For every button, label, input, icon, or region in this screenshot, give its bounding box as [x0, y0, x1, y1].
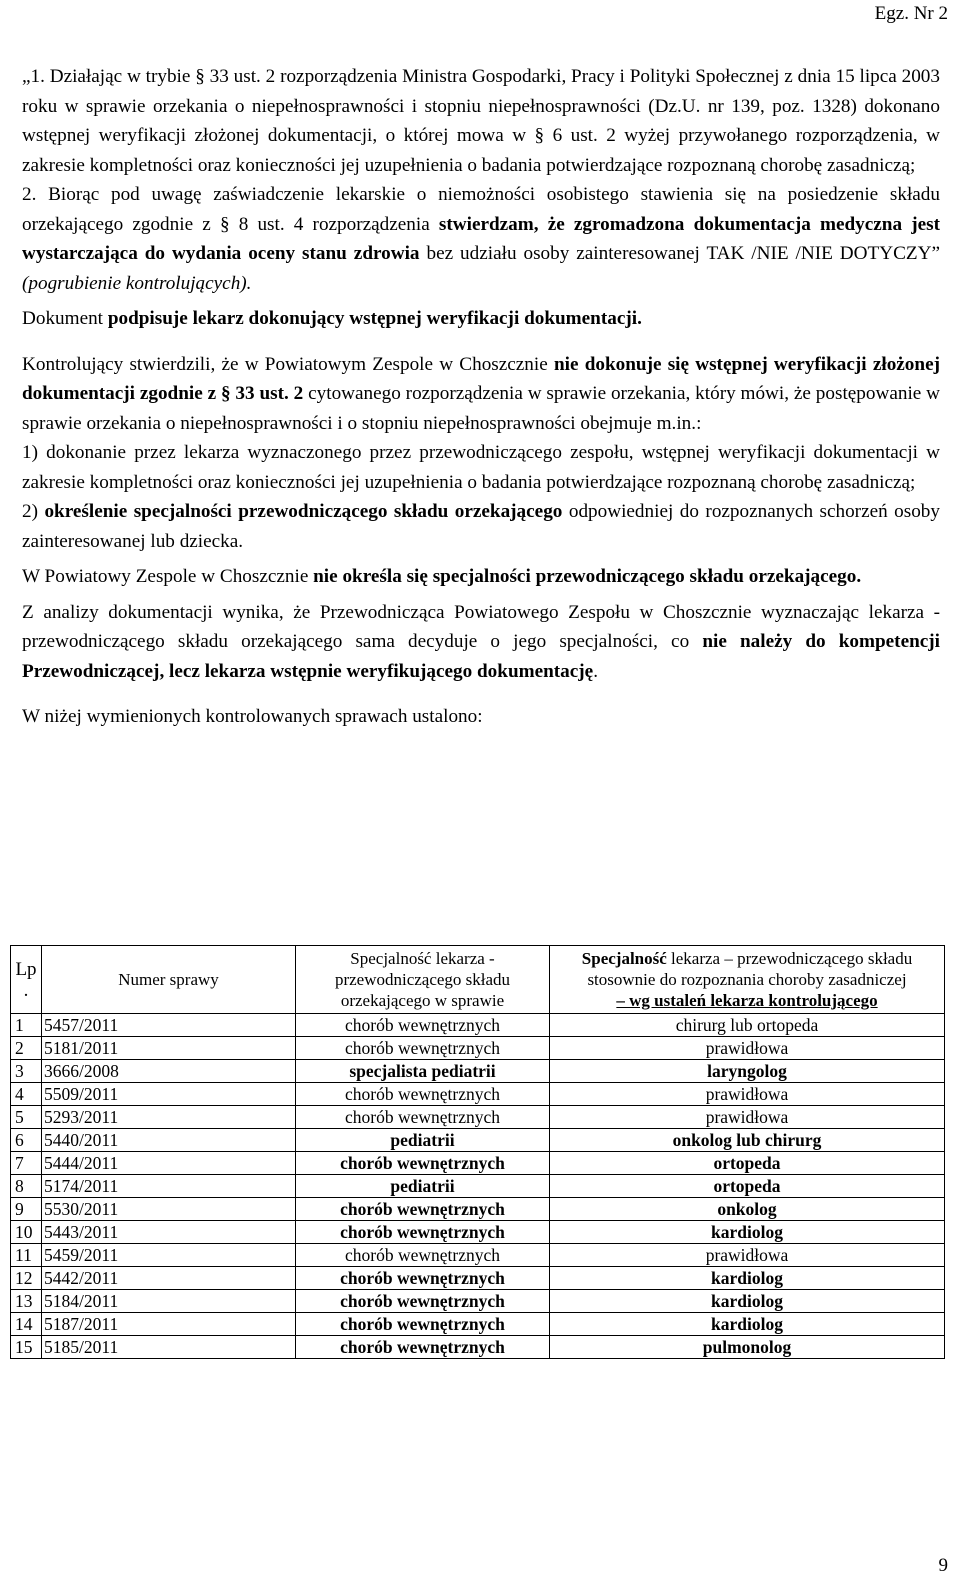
paragraph-3: Dokument podpisuje lekarz dokonujący wstępnej weryfikacji dokumentacji.	[22, 308, 642, 329]
row-chair-specialty: chorób wewnętrznych	[296, 1014, 550, 1037]
row-lp: 6	[11, 1129, 42, 1152]
document-body	[22, 62, 940, 732]
table-row	[11, 1175, 945, 1198]
row-case-number: 5442/2011	[42, 1267, 296, 1290]
table-row	[11, 1014, 945, 1037]
table-row	[11, 1083, 945, 1106]
row-chair-specialty: chorób wewnętrznych	[296, 1244, 550, 1267]
row-required-specialty: prawidłowa	[550, 1244, 945, 1267]
row-chair-specialty: specjalista pediatrii	[296, 1060, 550, 1083]
row-case-number: 5444/2011	[42, 1152, 296, 1175]
row-required-specialty: laryngolog	[550, 1060, 945, 1083]
table-row	[11, 1313, 945, 1336]
table-row	[11, 1106, 945, 1129]
row-case-number: 5443/2011	[42, 1221, 296, 1244]
row-required-specialty: kardiolog	[550, 1267, 945, 1290]
copy-number-label: Egz. Nr 2	[874, 3, 948, 24]
row-lp: 7	[11, 1152, 42, 1175]
row-chair-specialty: chorób wewnętrznych	[296, 1221, 550, 1244]
paragraph-5: 1) dokonanie przez lekarza wyznaczonego przez przewodniczącego zespołu, wstępnej weryfikacji dokumentacji w zakresie kompletności oraz konieczności jej uzupełnienia o badania potwierdzające rozpoznaną chorobę zasadniczą;	[22, 442, 940, 493]
row-chair-specialty: chorób wewnętrznych	[296, 1313, 550, 1336]
row-required-specialty: kardiolog	[550, 1221, 945, 1244]
paragraph-7: W Powiatowy Zespole w Choszcznie nie określa się specjalności przewodniczącego składu orzekającego.	[22, 566, 862, 587]
header-required-specialty: Specjalność lekarza – przewodniczącego składu stosownie do rozpoznania choroby zasadniczej – wg ustaleń lekarza kontrolującego	[550, 946, 945, 1014]
row-chair-specialty: pediatrii	[296, 1129, 550, 1152]
row-case-number: 5174/2011	[42, 1175, 296, 1198]
row-lp: 2	[11, 1037, 42, 1060]
row-required-specialty: ortopeda	[550, 1175, 945, 1198]
row-chair-specialty: chorób wewnętrznych	[296, 1290, 550, 1313]
table-row	[11, 1129, 945, 1152]
paragraph-2: 2. Biorąc pod uwagę zaświadczenie lekarskie o niemożności osobistego stawienia się na posiedzenie składu orzekającego zgodnie z § 8 ust. 4 rozporządzenia stwierdzam, że zgromadzona dokumentacja medyczna jest wystarczająca do wydania oceny stanu zdrowia bez udziału osoby zainteresowanej TAK /NIE /NIE DOTYCZY” (pogrubienie kontrolujących).	[22, 184, 940, 294]
table-row	[11, 1198, 945, 1221]
row-lp: 5	[11, 1106, 42, 1129]
row-required-specialty: chirurg lub ortopeda	[550, 1014, 945, 1037]
row-chair-specialty: chorób wewnętrznych	[296, 1336, 550, 1359]
header-chair-specialty: Specjalność lekarza - przewodniczącego składu orzekającego w sprawie	[296, 946, 550, 1014]
row-lp: 12	[11, 1267, 42, 1290]
row-required-specialty: kardiolog	[550, 1290, 945, 1313]
row-required-specialty: prawidłowa	[550, 1083, 945, 1106]
row-lp: 11	[11, 1244, 42, 1267]
row-case-number: 5459/2011	[42, 1244, 296, 1267]
row-case-number: 5185/2011	[42, 1336, 296, 1359]
row-case-number: 5457/2011	[42, 1014, 296, 1037]
paragraph-4: Kontrolujący stwierdzili, że w Powiatowym Zespole w Choszcznie nie dokonuje się wstępnej weryfikacji złożonej dokumentacji zgodnie z § 33 ust. 2 cytowanego rozporządzenia w sprawie orzekania, który mówi, że postępowanie w sprawie orzekania o niepełnosprawności i o stopniu niepełnosprawności obejmuje m.in.:	[22, 353, 941, 434]
row-case-number: 5440/2011	[42, 1129, 296, 1152]
row-case-number: 5187/2011	[42, 1313, 296, 1336]
paragraph-1: „1. Działając w trybie § 33 ust. 2 rozporządzenia Ministra Gospodarki, Pracy i Polityki Społecznej z dnia 15 lipca 2003 roku w sprawie orzekania o niepełnosprawności i stopniu niepełnosprawności (Dz.U. nr 139, poz. 1328) dokonano wstępnej weryfikacji złożonej dokumentacji, o której mowa w § 6 ust. 2 wyżej przywołanego rozporządzenia, w zakresie kompletności oraz konieczności jej uzupełnienia o badania potwierdzające rozpoznaną chorobę zasadniczą;	[22, 66, 940, 176]
paragraph-8: Z analizy dokumentacji wynika, że Przewodnicząca Powiatowego Zespołu w Choszcznie wyznaczając lekarza - przewodniczącego składu orzekającego sama decyduje o jego specjalności, co nie należy do kompetencji Przewodniczącej, lecz lekarza wstępnie weryfikującego dokumentację.	[22, 601, 940, 682]
table-row	[11, 1221, 945, 1244]
row-lp: 9	[11, 1198, 42, 1221]
header-lp: Lp .	[11, 946, 42, 1014]
table-row	[11, 1290, 945, 1313]
row-required-specialty: onkolog lub chirurg	[550, 1129, 945, 1152]
row-case-number: 5293/2011	[42, 1106, 296, 1129]
row-lp: 15	[11, 1336, 42, 1359]
table-row	[11, 1244, 945, 1267]
row-lp: 4	[11, 1083, 42, 1106]
header-case-number: Numer sprawy	[42, 946, 296, 1014]
row-chair-specialty: pediatrii	[296, 1175, 550, 1198]
row-case-number: 5181/2011	[42, 1037, 296, 1060]
table-row	[11, 1267, 945, 1290]
row-case-number: 5509/2011	[42, 1083, 296, 1106]
row-chair-specialty: chorób wewnętrznych	[296, 1083, 550, 1106]
row-required-specialty: onkolog	[550, 1198, 945, 1221]
row-required-specialty: prawidłowa	[550, 1037, 945, 1060]
paragraph-6: 2) określenie specjalności przewodniczącego składu orzekającego odpowiedniej do rozpoznanych schorzeń osoby zainteresowanej lub dziecka.	[22, 501, 940, 552]
table-row	[11, 1037, 945, 1060]
cases-table	[10, 945, 945, 1359]
row-lp: 14	[11, 1313, 42, 1336]
row-case-number: 3666/2008	[42, 1060, 296, 1083]
table-row	[11, 1152, 945, 1175]
row-lp: 8	[11, 1175, 42, 1198]
row-required-specialty: prawidłowa	[550, 1106, 945, 1129]
row-chair-specialty: chorób wewnętrznych	[296, 1152, 550, 1175]
table-row	[11, 1060, 945, 1083]
row-required-specialty: kardiolog	[550, 1313, 945, 1336]
row-chair-specialty: chorób wewnętrznych	[296, 1198, 550, 1221]
table-row	[11, 1336, 945, 1359]
row-lp: 13	[11, 1290, 42, 1313]
row-case-number: 5184/2011	[42, 1290, 296, 1313]
paragraph-9: W niżej wymienionych kontrolowanych sprawach ustalono:	[22, 706, 483, 727]
row-lp: 3	[11, 1060, 42, 1083]
row-lp: 1	[11, 1014, 42, 1037]
table-header-row	[11, 946, 945, 1014]
row-lp: 10	[11, 1221, 42, 1244]
row-required-specialty: ortopeda	[550, 1152, 945, 1175]
row-chair-specialty: chorób wewnętrznych	[296, 1267, 550, 1290]
page-number: 9	[938, 1555, 948, 1576]
row-chair-specialty: chorób wewnętrznych	[296, 1037, 550, 1060]
row-case-number: 5530/2011	[42, 1198, 296, 1221]
row-chair-specialty: chorób wewnętrznych	[296, 1106, 550, 1129]
row-required-specialty: pulmonolog	[550, 1336, 945, 1359]
